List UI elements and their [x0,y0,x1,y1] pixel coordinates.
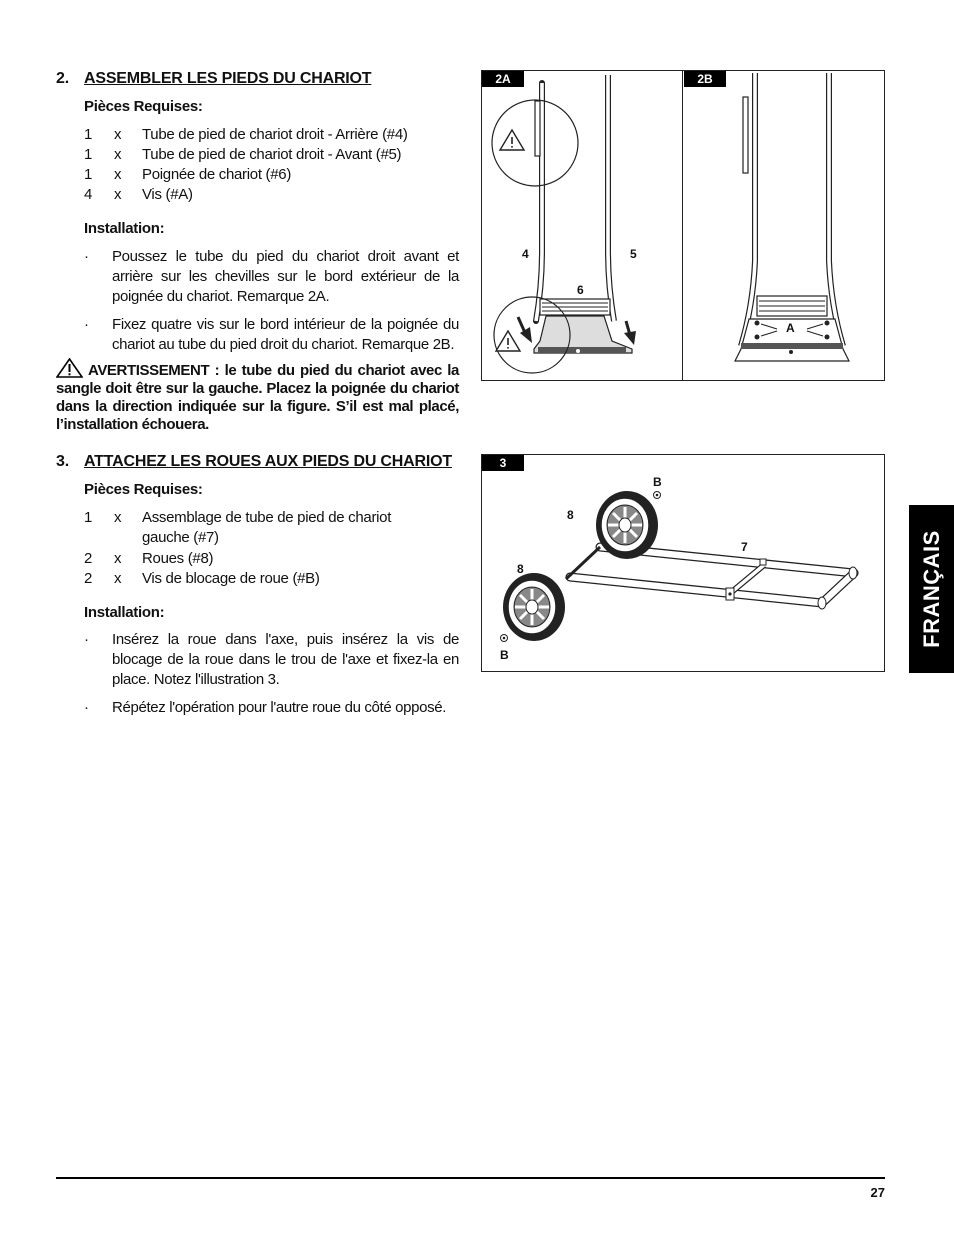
section-3-parts-label: Pièces Requises: [84,481,203,498]
part-qty: 1 [84,146,93,163]
part-qty: 2 [84,570,93,587]
bullet-dot: · [84,248,89,265]
section-2-install-label: Installation: [84,220,165,237]
parts-row [84,125,464,145]
warning-block [56,358,459,434]
section-3-install-label: Installation: [84,604,165,621]
part-x: x [114,509,122,526]
step-text: Insérez la roue dans l'axe, puis insérez la vis de blocage de la roue dans le trou de l'axe et fixez-la en place. Notez l'illustration 3. [112,631,459,688]
parts-row [84,508,464,548]
label-screw-b-top: B [653,475,662,489]
part-desc: Poignée de chariot (#6) [142,166,292,183]
label-wheel-8-bottom: 8 [517,562,524,576]
part-x: x [114,570,122,587]
bullet-dot: · [84,631,89,648]
footer-rule [56,1177,885,1179]
parts-row [84,165,464,185]
step-text: Poussez le tube du pied du chariot droit avant et arrière sur les chevilles sur le bord extérieur de la poignée du chariot. Remarque 2A. [112,248,459,305]
section-2-title: ASSEMBLER LES PIEDS DU CHARIOT [84,70,372,87]
figure-2 [481,70,885,381]
install-step [84,630,460,692]
figure-2a-tag: 2A [482,71,524,87]
part-x: x [114,166,122,183]
label-part-5: 5 [630,247,637,261]
part-x: x [114,186,122,203]
part-qty: 2 [84,550,93,567]
figure-2b-tag: 2B [684,71,726,87]
part-desc: Tube de pied de chariot droit - Arrière (#4) [142,126,408,143]
section-2-number: 2. [56,70,69,87]
wheel-front [503,573,565,641]
wheel-back [596,491,658,559]
part-x: x [114,126,122,143]
figure-3-illustration [482,455,884,671]
part-qty: 1 [84,509,93,526]
label-part-6: 6 [577,283,584,297]
parts-row [84,145,464,165]
section-3-title: ATTACHEZ LES ROUES AUX PIEDS DU CHARIOT [84,453,452,470]
step-text: Répétez l'opération pour l'autre roue du côté opposé. [112,699,447,716]
figure-3-tag: 3 [482,455,524,471]
bullet-dot: · [84,316,89,333]
language-side-tab [909,505,954,673]
label-part-4: 4 [522,247,529,261]
part-desc: Vis (#A) [142,186,193,203]
part-desc: Roues (#8) [142,550,214,567]
figure-3 [481,454,885,672]
install-step [84,698,460,720]
figure-2a-illustration [482,71,682,380]
part-desc: Tube de pied de chariot droit - Avant (#5) [142,146,402,163]
label-wheel-8-top: 8 [567,508,574,522]
page-number: 27 [870,1185,885,1200]
part-qty: 4 [84,186,93,203]
part-x: x [114,550,122,567]
label-leg-assembly-7: 7 [741,540,748,554]
language-label: FRANÇAIS [918,530,944,648]
install-step [84,247,460,309]
label-screw-b-bottom: B [500,648,509,662]
section-3-heading [56,453,452,471]
install-step [84,315,460,357]
part-desc: Vis de blocage de roue (#B) [142,570,320,587]
parts-row [84,185,464,205]
warning-text: AVERTISSEMENT : le tube du pied du chariot avec la sangle doit être sur la gauche. Placez la poignée du chariot dans la direction indiquée sur la figure. S’il est mal placé, l’installation échouera. [56,362,459,433]
parts-row [84,569,464,589]
section-3-number: 3. [56,453,69,470]
part-qty: 1 [84,126,93,143]
section-2-heading [56,70,371,88]
warning-icon [56,358,83,378]
part-desc: Assemblage de tube de pied de chariot gauche (#7) [142,509,392,546]
parts-row [84,549,464,569]
part-x: x [114,146,122,163]
section-2-parts-label: Pièces Requises: [84,98,203,115]
part-qty: 1 [84,166,93,183]
label-screw-a: A [786,321,795,335]
figure-2b-illustration [683,71,884,380]
step-text: Fixez quatre vis sur le bord intérieur de la poignée du chariot au tube du pied droit du chariot. Remarque 2B. [112,316,459,353]
bullet-dot: · [84,699,89,716]
